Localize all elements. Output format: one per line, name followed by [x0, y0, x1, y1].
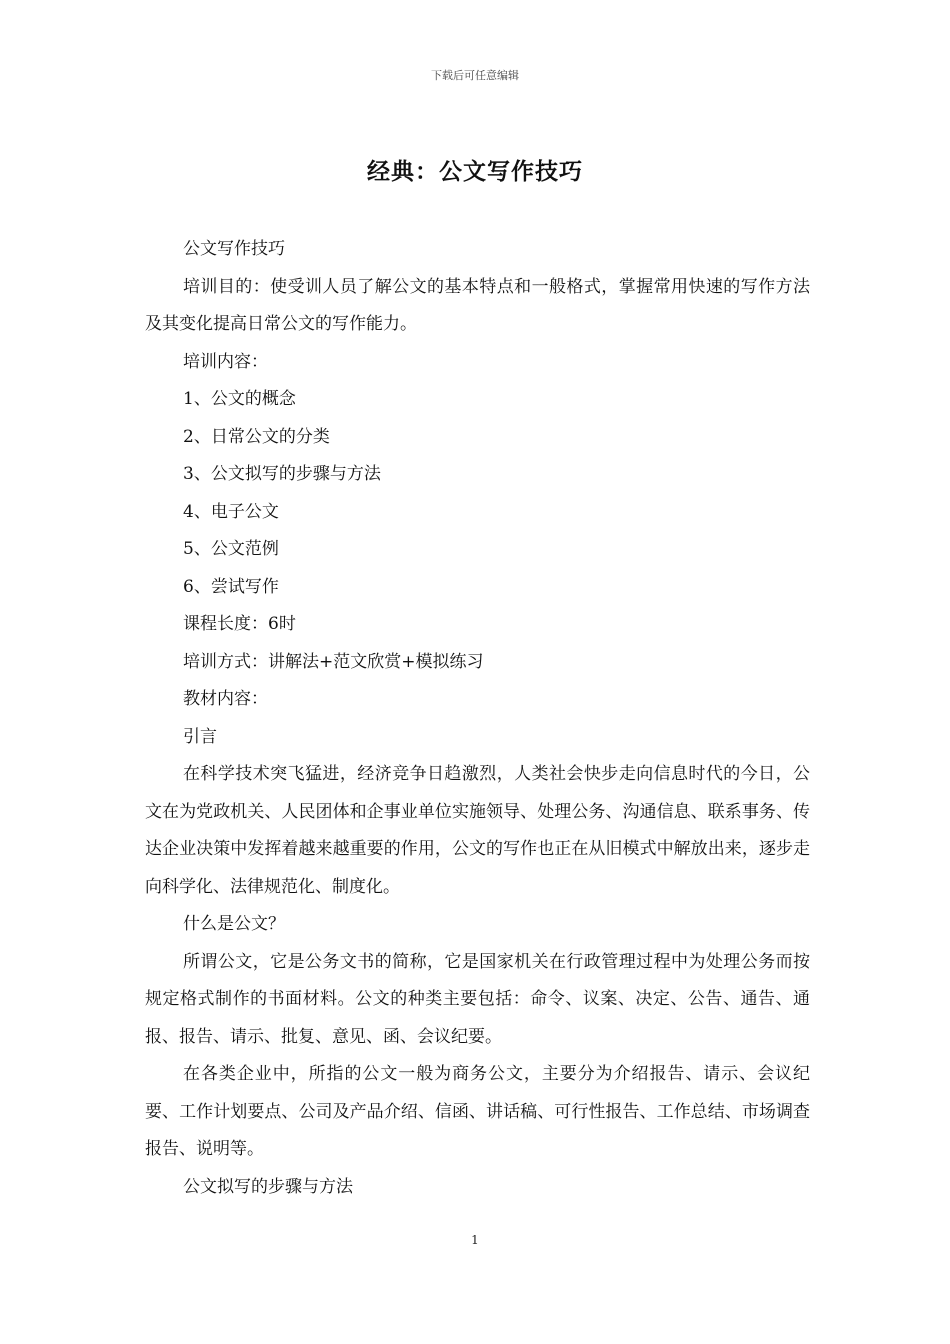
paragraph: 课程长度：6时 — [183, 614, 296, 634]
list-item: 1、公文的概念 — [183, 389, 296, 409]
page-number: 1 — [471, 1233, 479, 1247]
list-item: 4、电子公文 — [183, 501, 279, 522]
page-header: 下载后可任意编辑 — [431, 69, 519, 82]
paragraph: 在各类企业中，所指的公文一般为商务公文，主要分为介绍报告、请示、会议纪要、工作计划要点、公司及产品介绍、信函、讲话稿、可行性报告、工作总结、市场调查报告、说明等。 — [145, 1064, 810, 1159]
section-heading: 引言 — [183, 726, 217, 747]
document-body — [145, 231, 810, 1206]
paragraph: 公文写作技巧 — [183, 239, 285, 259]
list-item: 6、尝试写作 — [183, 576, 279, 597]
document-title: 经典：公文写作技巧 — [367, 158, 583, 185]
list-item: 5、公文范例 — [183, 539, 279, 559]
paragraph: 培训方式：讲解法+范文欣赏+模拟练习 — [183, 651, 484, 672]
section-heading: 什么是公文？ — [183, 914, 285, 934]
list-item: 3、公文拟写的步骤与方法 — [183, 464, 381, 484]
paragraph: 培训目的：使受训人员了解公文的基本特点和一般格式，掌握常用快速的写作方法及其变化提高日常公文的写作能力。 — [145, 276, 810, 334]
paragraph: 所谓公文，它是公务文书的简称，它是国家机关在行政管理过程中为处理公务而按规定格式制作的书面材料。公文的种类主要包括：命令、议案、决定、公告、通告、通报、报告、请示、批复、意见、函、会议纪要。 — [145, 951, 810, 1047]
paragraph: 教材内容： — [183, 689, 268, 709]
paragraph: 培训内容： — [183, 351, 268, 372]
section-heading: 公文拟写的步骤与方法 — [183, 1176, 353, 1197]
list-item: 2、日常公文的分类 — [183, 426, 330, 447]
paragraph: 在科学技术突飞猛进，经济竞争日趋激烈，人类社会快步走向信息时代的今日，公文在为党政机关、人民团体和企事业单位实施领导、处理公务、沟通信息、联系事务、传达企业决策中发挥着越来越重要的作用，公文的写作也正在从旧模式中解放出来，逐步走向科学化、法律规范化、制度化。 — [145, 764, 810, 897]
